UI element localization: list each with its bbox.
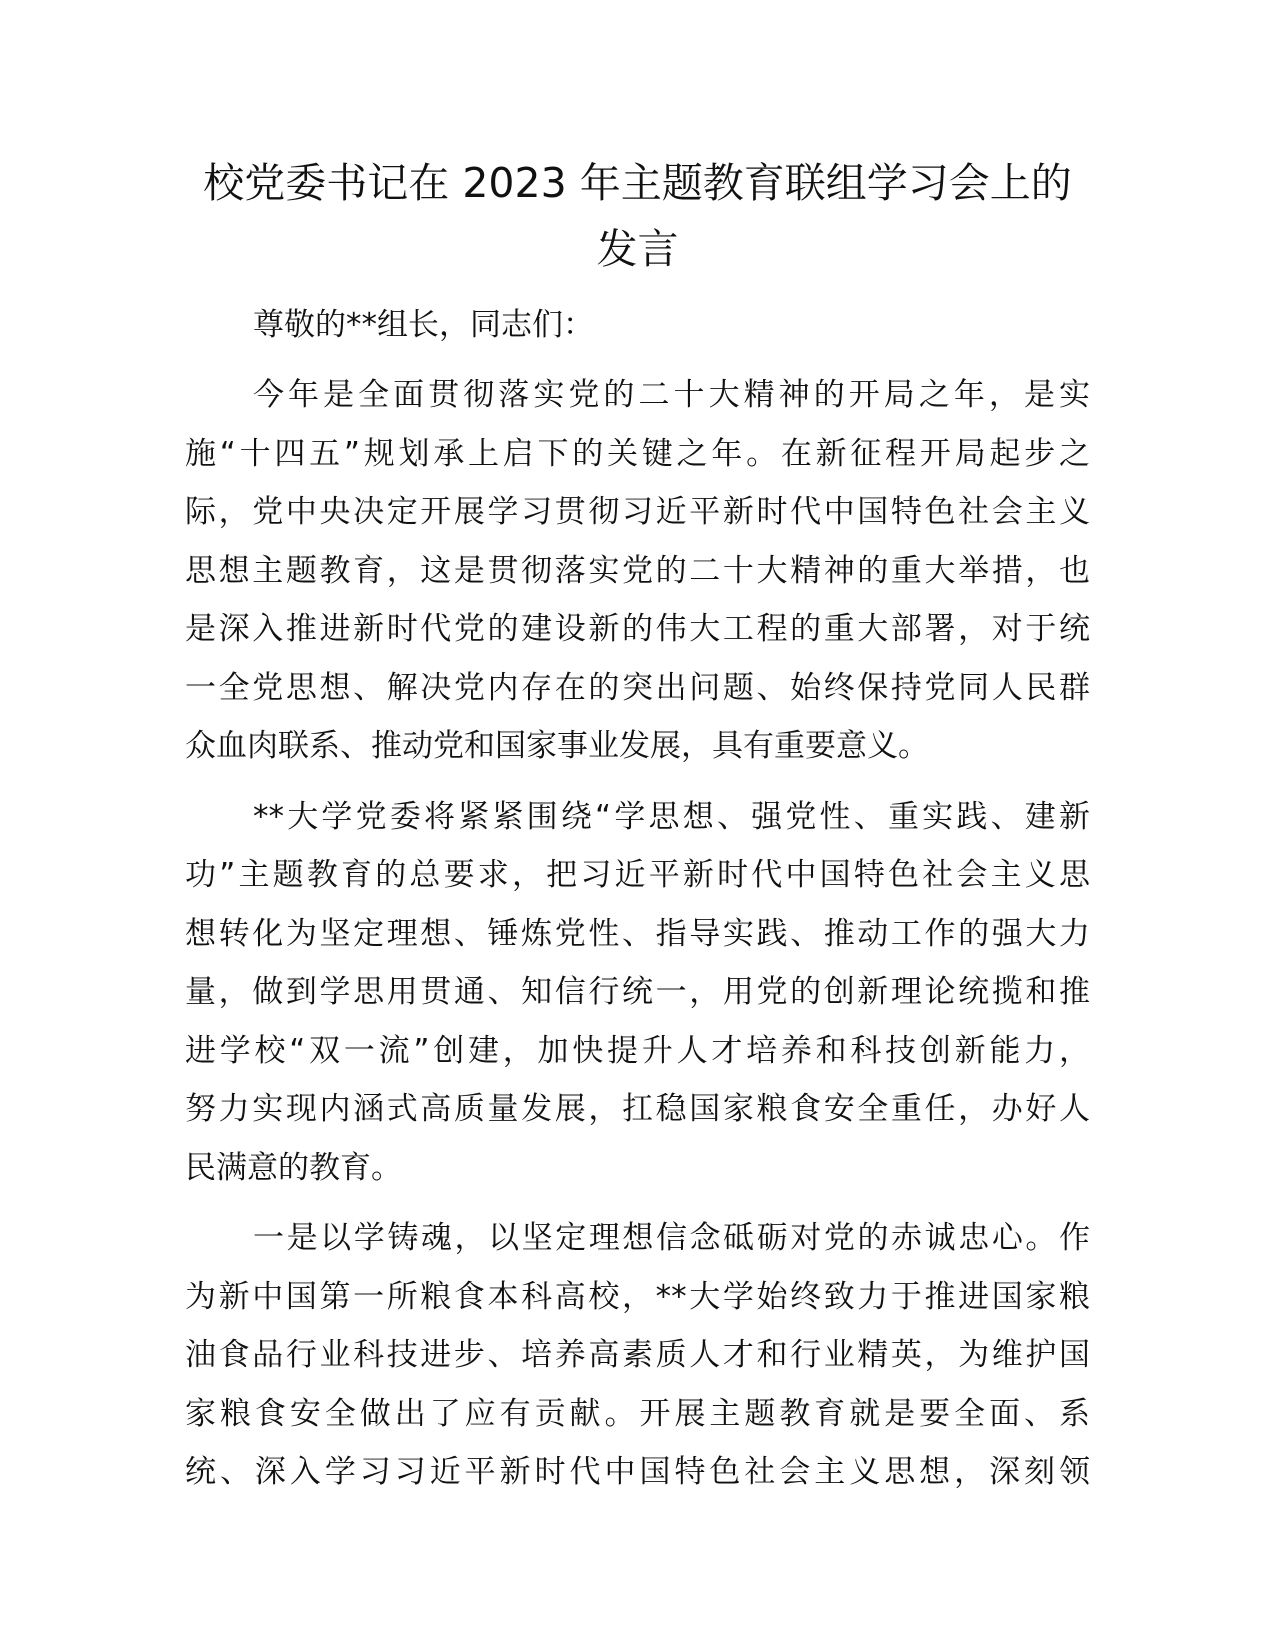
paragraph-line: 努力实现内涵式高质量发展，扛稳国家粮食安全重任，办好人	[185, 1091, 1090, 1127]
paragraph-line: 今年是全面贯彻落实党的二十大精神的开局之年，是实	[253, 377, 1090, 413]
paragraph-line: 一是以学铸魂，以坚定理想信念砥砺对党的赤诚忠心。作	[253, 1220, 1090, 1256]
paragraph-line: 统、深入学习习近平新时代中国特色社会主义思想，深刻领	[185, 1454, 1090, 1490]
paragraph-1	[185, 366, 1090, 776]
paragraph-line: 众血肉联系、推动党和国家事业发展，具有重要意义。	[185, 728, 929, 764]
title-line: 发言	[596, 225, 679, 273]
paragraph-line: 为新中国第一所粮食本科高校，**大学始终致力于推进国家粮	[185, 1278, 1090, 1315]
paragraph-line: 量，做到学思用贯通、知信行统一，用党的创新理论统揽和推	[185, 974, 1090, 1010]
paragraph-line: 进学校“双一流”创建，加快提升人才培养和科技创新能力，	[185, 1032, 1090, 1069]
paragraph-3	[185, 1209, 1090, 1502]
document-title	[185, 150, 1090, 282]
paragraph-line: 功”主题教育的总要求，把习近平新时代中国特色社会主义思	[185, 857, 1090, 893]
document-body	[185, 150, 1090, 1502]
paragraph-line: 是深入推进新时代党的建设新的伟大工程的重大部署，对于统	[185, 611, 1090, 647]
paragraph-2	[185, 788, 1090, 1198]
paragraph-line: 想转化为坚定理想、锤炼党性、指导实践、推动工作的强大力	[185, 915, 1090, 952]
paragraph-line: 民满意的教育。	[185, 1149, 402, 1186]
paragraph-line: 油食品行业科技进步、培养高素质人才和行业精英，为维护国	[185, 1337, 1090, 1373]
salutation: 尊敬的**组长，同志们：	[253, 307, 594, 343]
paragraph-line: 家粮食安全做出了应有贡献。开展主题教育就是要全面、系	[185, 1395, 1090, 1432]
paragraph-line: 施“十四五”规划承上启下的关键之年。在新征程开局起步之	[185, 435, 1090, 472]
paragraph-line: 一全党思想、解决党内存在的突出问题、始终保持党同人民群	[185, 669, 1090, 706]
paragraph-line: 际，党中央决定开展学习贯彻习近平新时代中国特色社会主义	[185, 494, 1090, 530]
paragraph-line: 思想主题教育，这是贯彻落实党的二十大精神的重大举措，也	[185, 552, 1090, 589]
title-line: 校党委书记在 2023 年主题教育联组学习会上的	[203, 159, 1072, 207]
paragraph-line: **大学党委将紧紧围绕“学思想、强党性、重实践、建新	[253, 798, 1090, 835]
